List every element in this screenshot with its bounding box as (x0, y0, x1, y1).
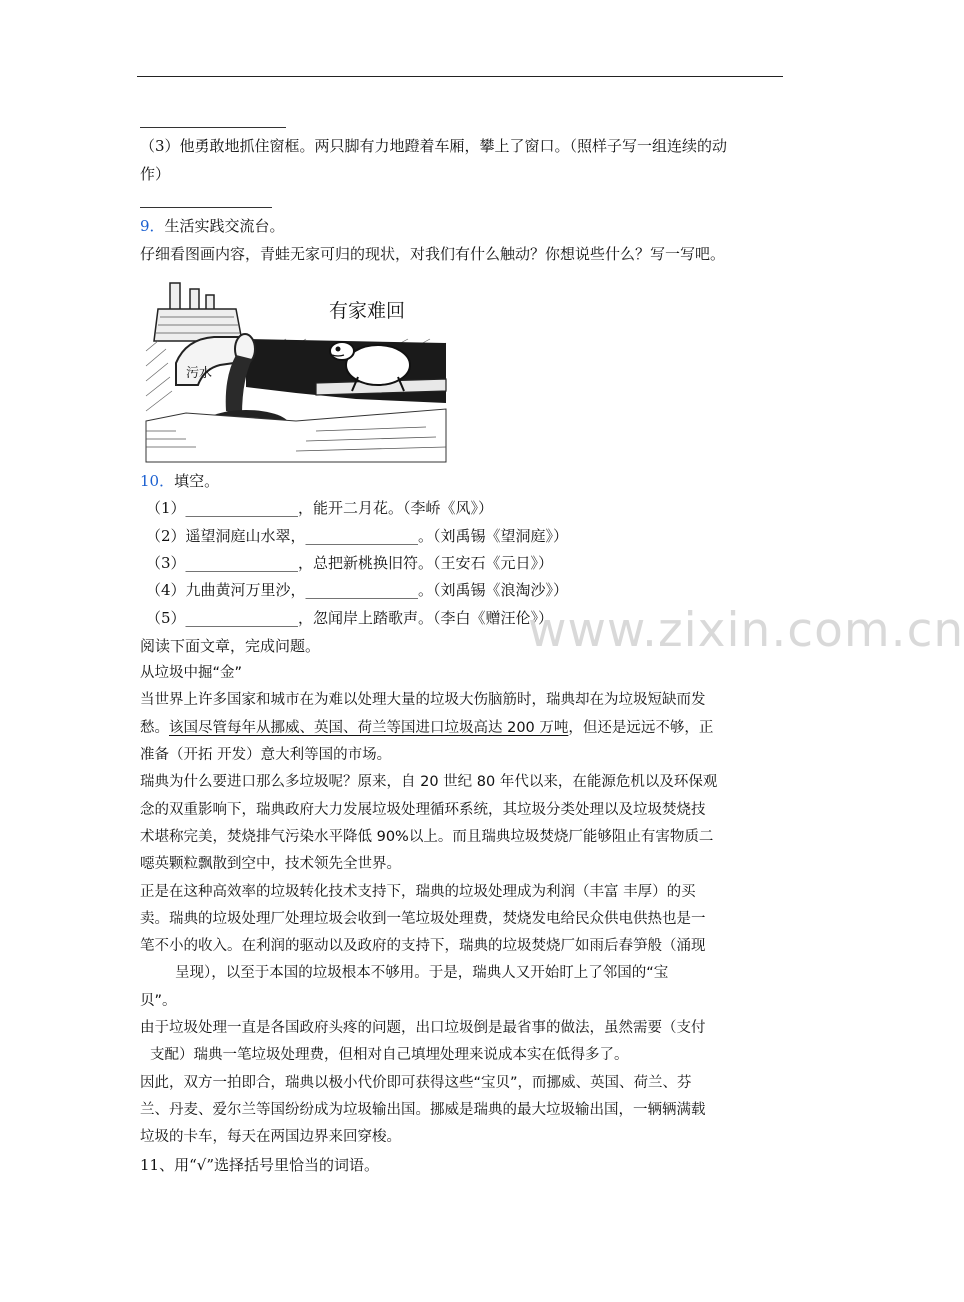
underlined-sentence: 该国尽管每年从挪威、英国、荷兰等国进口垃圾高达 200 万吨 (169, 720, 569, 736)
para2-line2: 念的双重影响下，瑞典政府大力发展垃圾处理循环系统，其垃圾分类处理以及垃圾焚烧技 (140, 802, 706, 818)
para1-line1: 当世界上许多国家和城市在为难以处理大量的垃圾大伤脑筋时，瑞典却在为垃圾短缺而发 (140, 692, 706, 708)
answer-blank-line[interactable] (140, 127, 286, 128)
q9-prompt: 仔细看图画内容，青蛙无家可归的现状，对我们有什么触动？你想说些什么？写一写吧。 (140, 245, 726, 263)
pipe-label: 污水 (186, 366, 213, 381)
para5-line2: 兰、丹麦、爱尔兰等国纷纷成为垃圾输出国。挪威是瑞典的最大垃圾输出国，一辆辆满载 (140, 1102, 706, 1118)
para3-line4: 呈现），以至于本国的垃圾根本不够用。于是，瑞典人又开始盯上了邻国的“宝 (175, 965, 669, 981)
question-title: 生活实践交流台。 (164, 217, 285, 235)
question-title: 填空。 (174, 472, 220, 490)
q10-item-5[interactable]: （5）_______________，忽闻岸上踏歌声。（李白《赠汪伦》） (146, 609, 554, 627)
watermark: www.zixin.com.cn (528, 603, 964, 658)
para1-line2 (140, 718, 713, 738)
para1-line3: 准备（开拓 开发）意大利等国的市场。 (140, 747, 392, 763)
para2-line1: 瑞典为什么要进口那么多垃圾呢？原来，自 20 世纪 80 年代以来，在能源危机以及环保观 (140, 774, 718, 790)
para5-line1: 因此，双方一拍即合，瑞典以极小代价即可获得这些“宝贝”，而挪威、英国、荷兰、芬 (140, 1075, 692, 1091)
para4-line2: 支配）瑞典一笔垃圾处理费，但相对自己填埋处理来说成本实在低得多了。 (150, 1047, 629, 1063)
q10-item-4[interactable]: （4）九曲黄河万里沙，_______________。（刘禹锡《浪淘沙》） (146, 581, 569, 599)
frog-pollution-cartoon (146, 281, 446, 462)
para4-line1: 由于垃圾处理一直是各国政府头疼的问题，出口垃圾倒是最省事的做法，虽然需要（支付 (140, 1020, 706, 1036)
para2-line3: 术堪称完美，焚烧排气污染水平降低 90%以上。而且瑞典垃圾焚烧厂能够阻止有害物质二 (140, 829, 714, 845)
cartoon-caption: 有家难回 (329, 300, 406, 322)
header-rule (137, 76, 783, 77)
q9-heading (140, 216, 285, 236)
para5-line3: 垃圾的卡车，每天在两国边界来回穿梭。 (140, 1129, 401, 1145)
q10-item-1[interactable]: （1）_______________，能开二月花。（李峤《风》） (146, 499, 494, 517)
q11-prompt: 11、用“√”选择括号里恰当的词语。 (140, 1156, 379, 1174)
text-segment: 愁。 (140, 720, 169, 736)
para3-line3: 笔不小的收入。在利润的驱动以及政府的支持下，瑞典的垃圾焚烧厂如雨后春笋般（涌现 (140, 938, 706, 954)
reading-intro: 阅读下面文章，完成问题。 (140, 637, 321, 655)
para2-line4: 噁英颗粒飘散到空中，技术领先全世界。 (140, 856, 401, 872)
text-segment: ，但还是远远不够，正 (568, 720, 714, 736)
para3-line5: 贝”。 (140, 993, 177, 1009)
article-title: 从垃圾中掘“金” (140, 665, 243, 681)
q8-3-line1: （3）他勇敢地抓住窗框。两只脚有力地蹬着车厢，攀上了窗口。（照样子写一组连续的动 (140, 137, 728, 155)
answer-blank-line[interactable] (140, 207, 272, 208)
question-number: 10． (140, 472, 175, 490)
q10-heading (140, 471, 219, 491)
question-number: 9． (140, 217, 165, 235)
q8-3-line2: 作） (140, 165, 171, 183)
para3-line2: 卖。瑞典的垃圾处理厂处理垃圾会收到一笔垃圾处理费，焚烧发电给民众供电供热也是一 (140, 911, 706, 927)
q10-item-3[interactable]: （3）_______________，总把新桃换旧符。（王安石《元日》） (146, 554, 554, 572)
para3-line1: 正是在这种高效率的垃圾转化技术支持下，瑞典的垃圾处理成为利润（丰富 丰厚）的买 (140, 884, 696, 900)
q10-item-2[interactable]: （2）遥望洞庭山水翠，_______________。（刘禹锡《望洞庭》） (146, 527, 569, 545)
